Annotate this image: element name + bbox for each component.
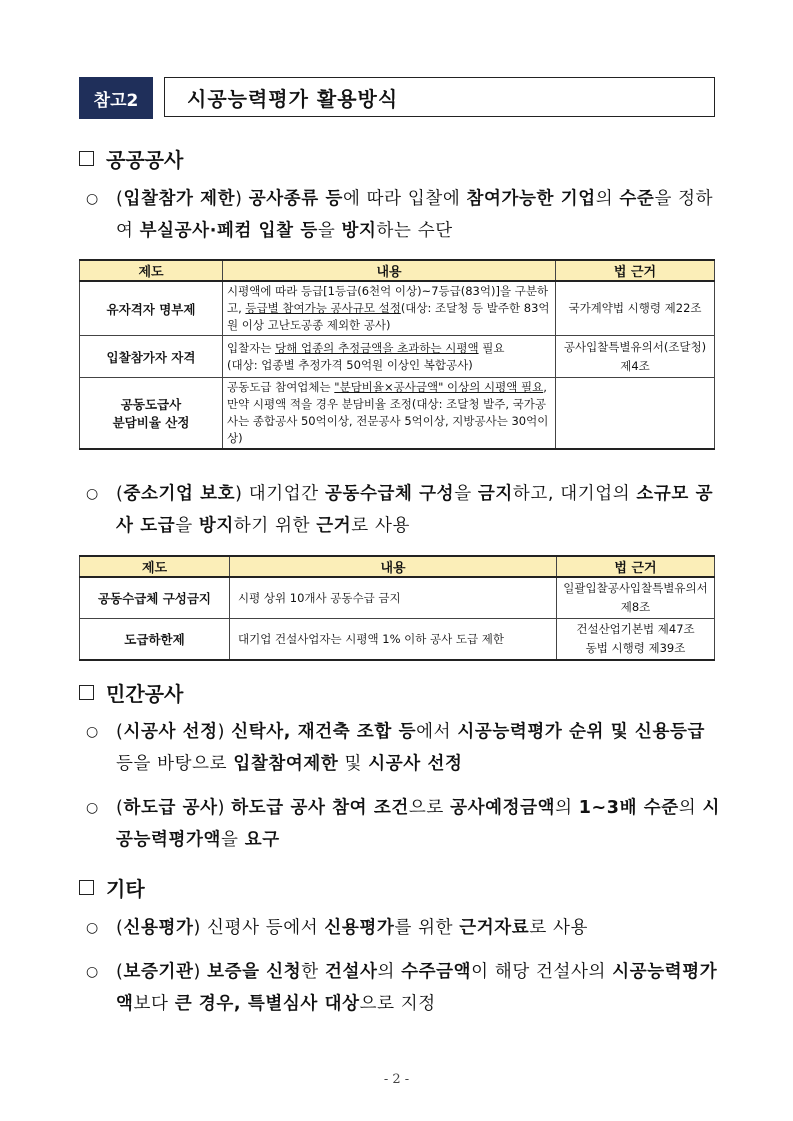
law-cell: 일괄입찰공사입찰특별유의서 제8조	[557, 577, 715, 619]
law-cell: 국가계약법 시행령 제22조	[556, 281, 715, 336]
table-row	[80, 619, 715, 661]
page-title: 시공능력평가 활용방식	[164, 77, 715, 117]
law-cell: 공사입찰특별유의서(조달청) 제4조	[556, 336, 715, 378]
circle-bullet-icon: ○	[86, 964, 99, 980]
col-header-law: 법 근거	[557, 556, 715, 577]
square-bullet-icon	[79, 685, 94, 700]
system-cell: 공동도급사 분담비율 산정	[80, 378, 223, 450]
system-cell: 도급하한제	[80, 619, 230, 661]
bullet-guarantee-agency	[86, 956, 721, 1020]
bullet-text: (중소기업 보호) 대기업간 공동수급체 구성을 금지하고, 대기업의 소규모 공사 도급을 방지하기 위한 근거로 사용	[116, 484, 714, 536]
bullet-sme-protection	[86, 478, 721, 542]
col-header-content: 내용	[230, 556, 557, 577]
circle-bullet-icon: ○	[86, 724, 99, 740]
table-header-row	[80, 556, 715, 577]
table-row	[80, 378, 715, 450]
bullet-credit-rating	[86, 912, 721, 944]
section-heading-text: 기타	[106, 877, 145, 901]
circle-bullet-icon: ○	[86, 800, 99, 816]
table-row	[80, 336, 715, 378]
reference-tag: 참고2	[79, 77, 153, 119]
circle-bullet-icon: ○	[86, 191, 99, 207]
section-heading-other	[79, 873, 145, 902]
circle-bullet-icon: ○	[86, 486, 99, 502]
law-cell	[556, 378, 715, 450]
section-heading-text: 공공공사	[106, 148, 184, 172]
table-row	[80, 281, 715, 336]
bullet-text: (시공사 선정) 신탁사, 재건축 조합 등에서 시공능력평가 순위 및 신용등급 등을 바탕으로 입찰참여제한 및 시공사 선정	[116, 722, 705, 774]
regulation-table-sme	[79, 555, 715, 661]
section-heading-text: 민간공사	[106, 682, 184, 706]
page-number: - 2 -	[383, 1072, 410, 1087]
table-row	[80, 577, 715, 619]
content-cell: 시평 상위 10개사 공동수급 금지	[230, 577, 557, 619]
circle-bullet-icon: ○	[86, 920, 99, 936]
bullet-text: (입찰참가 제한) 공사종류 등에 따라 입찰에 참여가능한 기업의 수준을 정하여 부실공사·페컴 입찰 등을 방지하는 수단	[116, 189, 714, 241]
square-bullet-icon	[79, 880, 94, 895]
section-heading-public	[79, 144, 183, 173]
col-header-system: 제도	[80, 260, 223, 281]
bullet-text: (보증기관) 보증을 신청한 건설사의 수주금액이 해당 건설사의 시공능력평가액보다 큰 경우, 특별심사 대상으로 지정	[116, 962, 718, 1014]
system-cell: 공동수급체 구성금지	[80, 577, 230, 619]
col-header-system: 제도	[80, 556, 230, 577]
content-cell: 대기업 건설사업자는 시평액 1% 이하 공사 도급 제한	[230, 619, 557, 661]
col-header-content: 내용	[223, 260, 556, 281]
col-header-law: 법 근거	[556, 260, 715, 281]
square-bullet-icon	[79, 151, 94, 166]
regulation-table-public	[79, 259, 715, 450]
system-cell: 입찰참가자 자격	[80, 336, 223, 378]
law-cell: 건설산업기본법 제47조 동법 시행령 제39조	[557, 619, 715, 661]
table-header-row	[80, 260, 715, 281]
content-cell: 시평액에 따라 등급[1등급(6천억 이상)~7등급(83억)]을 구분하고, 등급별 참여가능 공사규모 설정(대상: 조달청 등 발주한 83억원 이상 고난도공종 제외한 공사)	[223, 281, 556, 336]
bullet-text: (하도급 공사) 하도급 공사 참여 조건으로 공사예정금액의 1~3배 수준의 시공능력평가액을 요구	[116, 798, 720, 850]
system-cell: 유자격자 명부제	[80, 281, 223, 336]
bullet-subcontract	[86, 792, 721, 856]
section-heading-private	[79, 678, 183, 707]
bullet-bid-restriction	[86, 183, 721, 247]
bullet-text: (신용평가) 신평사 등에서 신용평가를 위한 근거자료로 사용	[116, 918, 589, 938]
bullet-contractor-selection	[86, 716, 721, 780]
content-cell: 입찰자는 당해 업종의 추정금액을 초과하는 시평액 필요 (대상: 업종별 추정가격 50억원 이상인 복합공사)	[223, 336, 556, 378]
content-cell: 공동도급 참여업체는 "분담비율×공사금액" 이상의 시평액 필요, 만약 시평액 적을 경우 분담비율 조정(대상: 조달청 발주, 국가공사는 종합공사 50억이상, 전문공사 5억이상, 지방공사는 30억이상)	[223, 378, 556, 450]
